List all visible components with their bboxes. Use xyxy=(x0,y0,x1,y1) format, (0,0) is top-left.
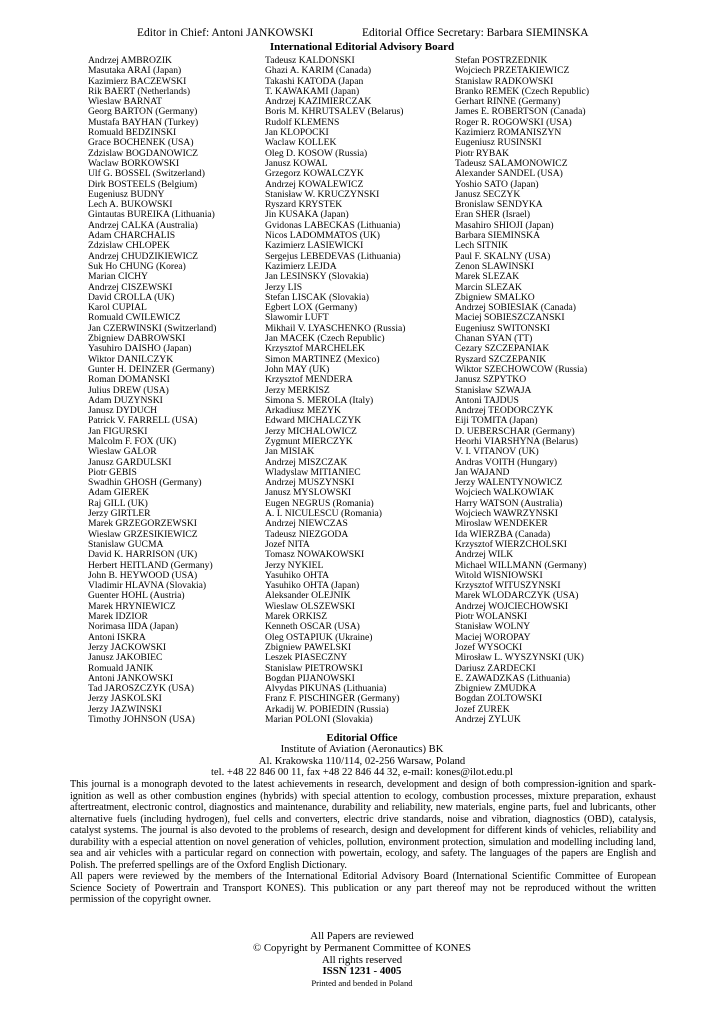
issn-number: ISSN 1231 - 4005 xyxy=(322,965,402,978)
board-member-name: Waclaw BORKOWSKI xyxy=(88,157,180,169)
board-member-name: A. I. NICULESCU (Romania) xyxy=(265,508,382,520)
board-member-name: Simona S. MEROLA (Italy) xyxy=(265,394,374,406)
board-member-name: Tadeusz SALAMONOWICZ xyxy=(455,157,568,169)
board-member-name: Boris M. KHRUTSALEV (Belarus) xyxy=(265,106,404,118)
board-member-name: Aleksander OLEJNIK xyxy=(265,590,351,602)
board-member-name: Cezary SZCZEPANIAK xyxy=(455,343,550,355)
board-member-name: Marek WLODARCZYK (USA) xyxy=(455,590,579,602)
board-member-name: E. ZAWADZKAS (Lithuania) xyxy=(455,672,571,684)
board-member-name: Stanisław SZWAJA xyxy=(455,384,532,396)
board-member-name: Heorhi VIARSHYNA (Belarus) xyxy=(455,435,578,447)
board-member-name: Wojciech PRZETAKIEWICZ xyxy=(455,65,570,77)
board-member-name: Bronislaw SENDYKA xyxy=(455,199,543,211)
board-member-name: Masahiro SHIOJI (Japan) xyxy=(455,219,554,231)
board-member-name: Adam GIEREK xyxy=(88,487,150,499)
board-member-name: Andrzej CISZEWSKI xyxy=(88,281,173,293)
board-member-name: Janusz GARDULSKI xyxy=(88,456,172,468)
board-member-name: Gvidonas LABECKAS (Lithuania) xyxy=(265,219,401,231)
board-member-name: Alvydas PIKUNAS (Lithuania) xyxy=(265,683,387,695)
board-member-name: Andrzej CALKA (Australia) xyxy=(88,219,198,231)
board-member-name: Krzysztof WITUSZYNSKI xyxy=(455,580,561,592)
board-member-name: Jerzy MICHALOWICZ xyxy=(265,425,357,437)
board-member-name: Tad JAROSZCZYK (USA) xyxy=(88,683,194,695)
board-member-name: Andrzej CHUDZIKIEWICZ xyxy=(88,250,199,262)
office-address: Al. Krakowska 110/114, 02-256 Warsaw, Poland xyxy=(258,755,466,767)
board-member-name: Eran SHER (Israel) xyxy=(455,209,531,221)
copyright-footer xyxy=(0,931,724,989)
board-member-name: Eugen NEGRUS (Romania) xyxy=(265,497,374,509)
board-member-name: Jerzy MERKISZ xyxy=(265,384,330,396)
board-member-name: Stefan LISCAK (Slovakia) xyxy=(265,291,369,303)
board-member-name: Maciej WOROPAY xyxy=(455,631,531,643)
board-member-name: Edward MICHALCZYK xyxy=(265,415,362,427)
board-member-name: Wieslaw GALOR xyxy=(88,446,157,458)
board-member-name: Yoshio SATO (Japan) xyxy=(455,178,539,190)
board-member-name: Tomasz NOWAKOWSKI xyxy=(265,549,365,561)
board-member-name: Krzysztof MENDERA xyxy=(265,374,353,386)
board-member-name: Antoni ISKRA xyxy=(88,631,146,643)
board-member-name: Wieslaw OLSZEWSKI xyxy=(265,600,355,612)
board-member-name: Simon MARTINEZ (Mexico) xyxy=(265,353,380,365)
board-member-name: Marek IDZIOR xyxy=(88,611,148,623)
board-member-name: Mirosław L. WYSZYNSKI (UK) xyxy=(455,652,584,664)
board-member-name: Ghazi A. KARIM (Canada) xyxy=(265,65,372,77)
board-member-name: Antoni TAJDUS xyxy=(455,394,519,406)
board-member-name: Kazimierz LASIEWICKI xyxy=(265,240,364,252)
board-member-name: Gunter H. DEINZER (Germany) xyxy=(88,363,215,375)
board-member-name: Roman DOMANSKI xyxy=(88,374,170,386)
board-member-name: Zbigniew PAWELSKI xyxy=(265,641,352,653)
board-member-name: Jozef ZUREK xyxy=(455,703,510,715)
board-member-name: Janusz KOWAL xyxy=(265,157,328,169)
board-member-name: Takashi KATODA (Japan xyxy=(265,75,364,87)
board-member-name: Jerzy JACKOWSKI xyxy=(88,641,167,653)
board-member-name: Wiktor SZECHOWCOW (Russia) xyxy=(455,363,588,375)
board-member-name: Marek SLEZAK xyxy=(455,271,520,283)
board-member-name: Michael WILLMANN (Germany) xyxy=(455,559,587,571)
board-member-name: D. UEBERSCHAR (Germany) xyxy=(455,425,575,437)
board-member-name: John MAY (UK) xyxy=(265,363,330,375)
board-member-name: Yasuhiro DAISHO (Japan) xyxy=(88,343,192,355)
board-member-name: Grzegorz KOWALCZYK xyxy=(265,168,364,180)
board-member-name: John B. HEYWOOD (USA) xyxy=(88,569,198,581)
board-member-name: Andrzej SOBIESIAK (Canada) xyxy=(455,302,576,314)
board-member-name: Wojciech WALKOWIAK xyxy=(455,487,554,499)
board-member-name: Zenon SLAWINSKI xyxy=(455,260,534,272)
board-member-name: Romuald BEDZINSKI xyxy=(88,127,177,139)
board-member-name: Rik BAERT (Netherlands) xyxy=(88,85,191,97)
reviewed-note: All Papers are reviewed xyxy=(310,930,414,942)
board-member-name: V. I. VITANOV (UK) xyxy=(455,446,539,458)
board-member-name: Guenter HOHL (Austria) xyxy=(88,590,185,602)
board-member-name: Roger R. ROGOWSKI (USA) xyxy=(455,116,572,128)
board-member-name: Andrzej NIEWCZAS xyxy=(265,518,348,530)
board-member-name: Ida WIERZBA (Canada) xyxy=(455,528,551,540)
board-member-name: Gerhart RINNE (Germany) xyxy=(455,96,561,108)
board-member-name: Zdzislaw CHLOPEK xyxy=(88,240,170,252)
board-member-name: Mustafa BAYHAN (Turkey) xyxy=(88,116,199,128)
board-member-name: Maciej SOBIESZCZANSKI xyxy=(455,312,565,324)
board-member-name: Georg BARTON (Germany) xyxy=(88,106,198,118)
board-member-name: Andrzej WOJCIECHOWSKI xyxy=(455,600,569,612)
board-member-name: Andrzej AMBROZIK xyxy=(88,55,172,66)
board-member-name: David CROLLA (UK) xyxy=(88,291,175,303)
board-member-name: Herbert HEITLAND (Germany) xyxy=(88,559,213,571)
advisory-board-title: International Editorial Advisory Board xyxy=(269,41,455,53)
board-member-name: Jan WAJAND xyxy=(455,466,510,478)
board-member-name: Sergejus LEBEDEVAS (Lithuania) xyxy=(265,250,401,262)
board-member-name: Piotr WOLANSKI xyxy=(455,611,528,623)
board-member-name: Kenneth OSCAR (USA) xyxy=(265,621,360,633)
board-member-name: Wieslaw BARNAT xyxy=(88,96,162,108)
office-institute: Institute of Aviation (Aeronautics) BK xyxy=(280,744,444,756)
board-member-name: Swadhin GHOSH (Germany) xyxy=(88,477,202,489)
board-member-name: Marcin SLEZAK xyxy=(455,281,522,293)
board-member-name: Eugeniusz BUDNY xyxy=(88,188,165,200)
board-member-name: Andrzej WILK xyxy=(455,549,514,561)
board-member-name: Krzysztof MARCHELEK xyxy=(265,343,365,355)
board-member-name: David K. HARRISON (UK) xyxy=(88,549,198,561)
board-member-name: Piotr RYBAK xyxy=(455,147,510,159)
editorial-office-secretary: Editorial Office Secretary: Barbara SIEMINSKA xyxy=(362,27,589,39)
board-member-name: Adam CHARCHALIS xyxy=(88,230,176,242)
board-member-name: Waclaw KOLLEK xyxy=(265,137,337,149)
board-member-name: Timothy JOHNSON (USA) xyxy=(88,714,195,725)
board-member-name: Witold WISNIOWSKI xyxy=(455,569,543,581)
board-member-name: Adam DUZYNSKI xyxy=(88,394,163,406)
board-member-name: Tadeusz NIEZGODA xyxy=(265,528,349,540)
board-member-name: Jerzy GIRTLER xyxy=(88,508,151,520)
board-member-name: Wladyslaw MITIANIEC xyxy=(265,466,361,478)
office-contact: tel. +48 22 846 00 11, fax +48 22 846 44 32, e-mail: kones@ilot.edu.pl xyxy=(210,767,513,779)
board-member-name: Vladimir HLAVNA (Slovakia) xyxy=(88,580,207,592)
board-member-name: Wieslaw GRZESIKIEWICZ xyxy=(88,528,198,540)
board-member-name: Andrzej TEODORCZYK xyxy=(455,405,554,417)
board-member-name: Stefan POSTRZEDNIK xyxy=(455,55,548,66)
rights-note: All rights reserved xyxy=(321,953,403,966)
board-member-name: Julius DREW (USA) xyxy=(88,384,169,396)
board-column-1 xyxy=(88,56,216,725)
board-member-name: Stanislaw RADKOWSKI xyxy=(455,75,554,87)
board-member-name: Alexander SANDEL (USA) xyxy=(455,168,563,180)
board-member-name: Andrzej KAZIMIERCZAK xyxy=(265,96,372,108)
board-member-name: Dirk BOSTEELS (Belgium) xyxy=(88,178,198,190)
board-member-name: Dariusz ZARDECKI xyxy=(455,662,536,674)
board-member-name: Rudolf KLEMENS xyxy=(265,116,340,128)
journal-description xyxy=(70,779,656,906)
board-member-name: Andrzej MISZCZAK xyxy=(265,456,348,468)
board-member-name: Eiji TOMITA (Japan) xyxy=(455,415,538,427)
board-member-name: Stanislaw GUCMA xyxy=(88,538,164,550)
board-member-name: Slawomir LUFT xyxy=(265,312,329,324)
board-member-name: Krzysztof WIERZCHOLSKI xyxy=(455,538,567,550)
board-member-name: Andrzej ZYLUK xyxy=(455,714,521,725)
board-member-name: Arkadij W. POBIEDIN (Russia) xyxy=(265,703,389,715)
board-member-name: Nicos LADOMMATOS (UK) xyxy=(265,230,380,242)
board-member-name: Eugeniusz SWITONSKI xyxy=(455,322,550,334)
board-member-name: Marek ORKISZ xyxy=(265,611,328,623)
board-member-name: Jozef NITA xyxy=(265,538,310,550)
board-member-name: Andrzej KOWALEWICZ xyxy=(265,178,364,190)
editorial-office-block xyxy=(0,733,724,779)
board-member-name: Jerzy JAZWINSKI xyxy=(88,703,162,715)
board-member-name: Lech SITNIK xyxy=(455,240,509,252)
board-member-name: Tadeusz KALDONSKI xyxy=(265,55,355,66)
board-member-name: Andras VOITH (Hungary) xyxy=(455,456,558,468)
board-member-name: Jerzy WALENTYNOWICZ xyxy=(455,477,563,489)
board-column-3 xyxy=(455,56,589,725)
board-member-name: Mikhail V. LYASCHENKO (Russia) xyxy=(265,322,406,334)
board-member-name: Suk Ho CHUNG (Korea) xyxy=(88,260,186,272)
board-member-name: Kazimierz LEJDA xyxy=(265,260,337,272)
board-member-name: Jerzy NYKIEL xyxy=(265,559,324,571)
board-member-name: Antoni JANKOWSKI xyxy=(88,672,174,684)
board-member-name: Wiktor DANILCZYK xyxy=(88,353,174,365)
board-member-name: Norimasa IIDA (Japan) xyxy=(88,621,179,633)
board-member-name: Stanisław W. KRUCZYNSKI xyxy=(265,188,380,200)
board-member-name: Jan KLOPOCKI xyxy=(265,127,329,139)
board-member-name: Franz F. PISCHINGER (Germany) xyxy=(265,693,400,705)
board-member-name: Oleg D. KOSOW (Russia) xyxy=(265,147,368,159)
board-member-name: Branko REMEK (Czech Republic) xyxy=(455,85,590,97)
board-member-name: Raj GILL (UK) xyxy=(88,497,148,509)
board-member-name: Piotr GEBIS xyxy=(88,466,137,478)
board-member-name: Jerzy LIS xyxy=(265,281,303,293)
board-member-name: Leszek PIASECZNY xyxy=(265,652,348,664)
board-member-name: Jan LESINSKY (Slovakia) xyxy=(265,271,369,283)
board-member-name: Andrzej MUSZYNSKI xyxy=(265,477,355,489)
board-member-name: Egbert LOX (Germany) xyxy=(265,302,358,314)
board-member-name: T. KAWAKAMI (Japan) xyxy=(265,85,360,97)
board-member-name: Karol CUPIAL xyxy=(88,302,147,314)
board-member-name: Janusz SECZYK xyxy=(455,188,521,200)
printed-note: Printed and bended in Poland xyxy=(311,978,413,989)
board-member-name: Jan MACEK (Czech Republic) xyxy=(265,333,385,345)
board-member-name: Zbigniew DABROWSKI xyxy=(88,333,186,345)
board-member-name: Paul F. SKALNY (USA) xyxy=(455,250,551,262)
board-member-name: Yasuhiko OHTA xyxy=(265,569,330,581)
board-member-name: Romuald CWILEWICZ xyxy=(88,312,181,324)
board-member-name: Romuald JANIK xyxy=(88,662,154,674)
board-member-name: Masutaka ARAI (Japan) xyxy=(88,65,182,77)
board-member-name: Grace BOCHENEK (USA) xyxy=(88,137,194,149)
board-member-name: Arkadiusz MEZYK xyxy=(265,405,341,417)
board-member-name: Janusz SZPYTKO xyxy=(455,374,527,386)
board-member-name: Ulf G. BOSSEL (Switzerland) xyxy=(88,168,205,180)
board-member-name: Jan FIGURSKI xyxy=(88,425,148,437)
board-member-name: Bogdan PIJANOWSKI xyxy=(265,672,355,684)
board-member-name: Kazimierz ROMANISZYN xyxy=(455,127,562,139)
board-member-name: Harry WATSON (Australia) xyxy=(455,497,563,509)
board-member-name: Marek GRZEGORZEWSKI xyxy=(88,518,197,530)
board-member-name: Marian POLONI (Slovakia) xyxy=(265,714,373,725)
board-member-name: Jozef WYSOCKI xyxy=(455,641,523,653)
board-column-2 xyxy=(265,56,405,725)
board-member-name: Gintautas BUREIKA (Lithuania) xyxy=(88,209,215,221)
board-member-name: Miroslaw WENDEKER xyxy=(455,518,548,530)
description-paragraph-1: This journal is a monograph devoted to the latest achievements in research, development and design of both compression-ignition and spark-ignition as well as other combustion engines (hybrids) with special attention to ecology, combustion processes, mixture preparation, exhaust aftertreatment, electronic control, diagnostics and maintenance, durability and reliability, new materials, engine parts, fuel and lubricants, other alternative fuels (including hydrogen), fuel cells and converters, electric drive standards, noise and vibration, diagnostics (OBD), catalysis, catalyst systems. The journal is also devoted to the problems of research, design and development for different kinds of vehicles, reliability and durability with a especial attention on novel generation of vehicles, pollution, environment protection, simulation and modelling including land, sea and air vehicles with a particular regard on connection with powertain, ecology, and safety. The languages of the papers are English and Polish. The preferred spellings are of the Oxford English Dictionary. xyxy=(70,779,656,871)
board-member-name: Bogdan ZOLTOWSKI xyxy=(455,693,543,705)
board-member-name: Zdzislaw BOGDANOWICZ xyxy=(88,147,199,159)
board-member-name: Lech A. BUKOWSKI xyxy=(88,199,173,211)
board-member-name: Malcolm F. FOX (UK) xyxy=(88,435,177,447)
board-member-name: Jin KUSAKA (Japan) xyxy=(265,209,349,221)
editorial-office-title: Editorial Office xyxy=(326,733,398,744)
description-paragraph-2: All papers were reviewed by the members of the International Editorial Advisory Board (International Scientific Committee of European Science Society of Powertrain and Transport KONES). This publication or any part thereof may not be reproduced without the written permission of the copyright owner. xyxy=(70,871,656,905)
board-member-name: Ryszard SZCZEPANIK xyxy=(455,353,547,365)
editor-in-chief: Editor in Chief: Antoni JANKOWSKI xyxy=(137,27,314,39)
board-member-name: Oleg OSTAPIUK (Ukraine) xyxy=(265,631,373,643)
board-member-name: Stanisław WOLNY xyxy=(455,621,531,633)
board-member-name: Janusz MYSLOWSKI xyxy=(265,487,352,499)
board-member-name: Jan CZERWINSKI (Switzerland) xyxy=(88,322,217,334)
board-member-name: Barbara SIEMINSKA xyxy=(455,230,540,242)
board-member-name: Marian CICHY xyxy=(88,271,148,283)
board-member-name: Zbigniew ZMUDKA xyxy=(455,683,537,695)
board-member-name: Chanan SYAN (TT) xyxy=(455,333,533,345)
board-member-name: Patrick V. FARRELL (USA) xyxy=(88,415,198,427)
board-member-name: Ryszard KRYSTEK xyxy=(265,199,343,211)
board-member-name: Janusz JAKOBIEC xyxy=(88,652,163,664)
board-member-name: Zbigniew SMALKO xyxy=(455,291,535,303)
board-member-name: Zygmunt MIERCZYK xyxy=(265,435,353,447)
board-member-name: Janusz DYDUCH xyxy=(88,405,158,417)
board-member-name: Jerzy JASKOLSKI xyxy=(88,693,162,705)
board-member-name: Wojciech WAWRZYNSKI xyxy=(455,508,558,520)
board-member-name: Stanislaw PIETROWSKI xyxy=(265,662,363,674)
board-member-name: Marek HRYNIEWICZ xyxy=(88,600,176,612)
board-member-name: Jan MISIAK xyxy=(265,446,315,458)
board-member-name: Kazimierz BACZEWSKI xyxy=(88,75,187,87)
board-member-name: Yasuhiko OHTA (Japan) xyxy=(265,580,360,592)
board-member-name: Eugeniusz RUSINSKI xyxy=(455,137,542,149)
board-member-name: James E. ROBERTSON (Canada) xyxy=(455,106,586,118)
copyright-note: © Copyright by Permanent Committee of KONES xyxy=(252,941,472,954)
